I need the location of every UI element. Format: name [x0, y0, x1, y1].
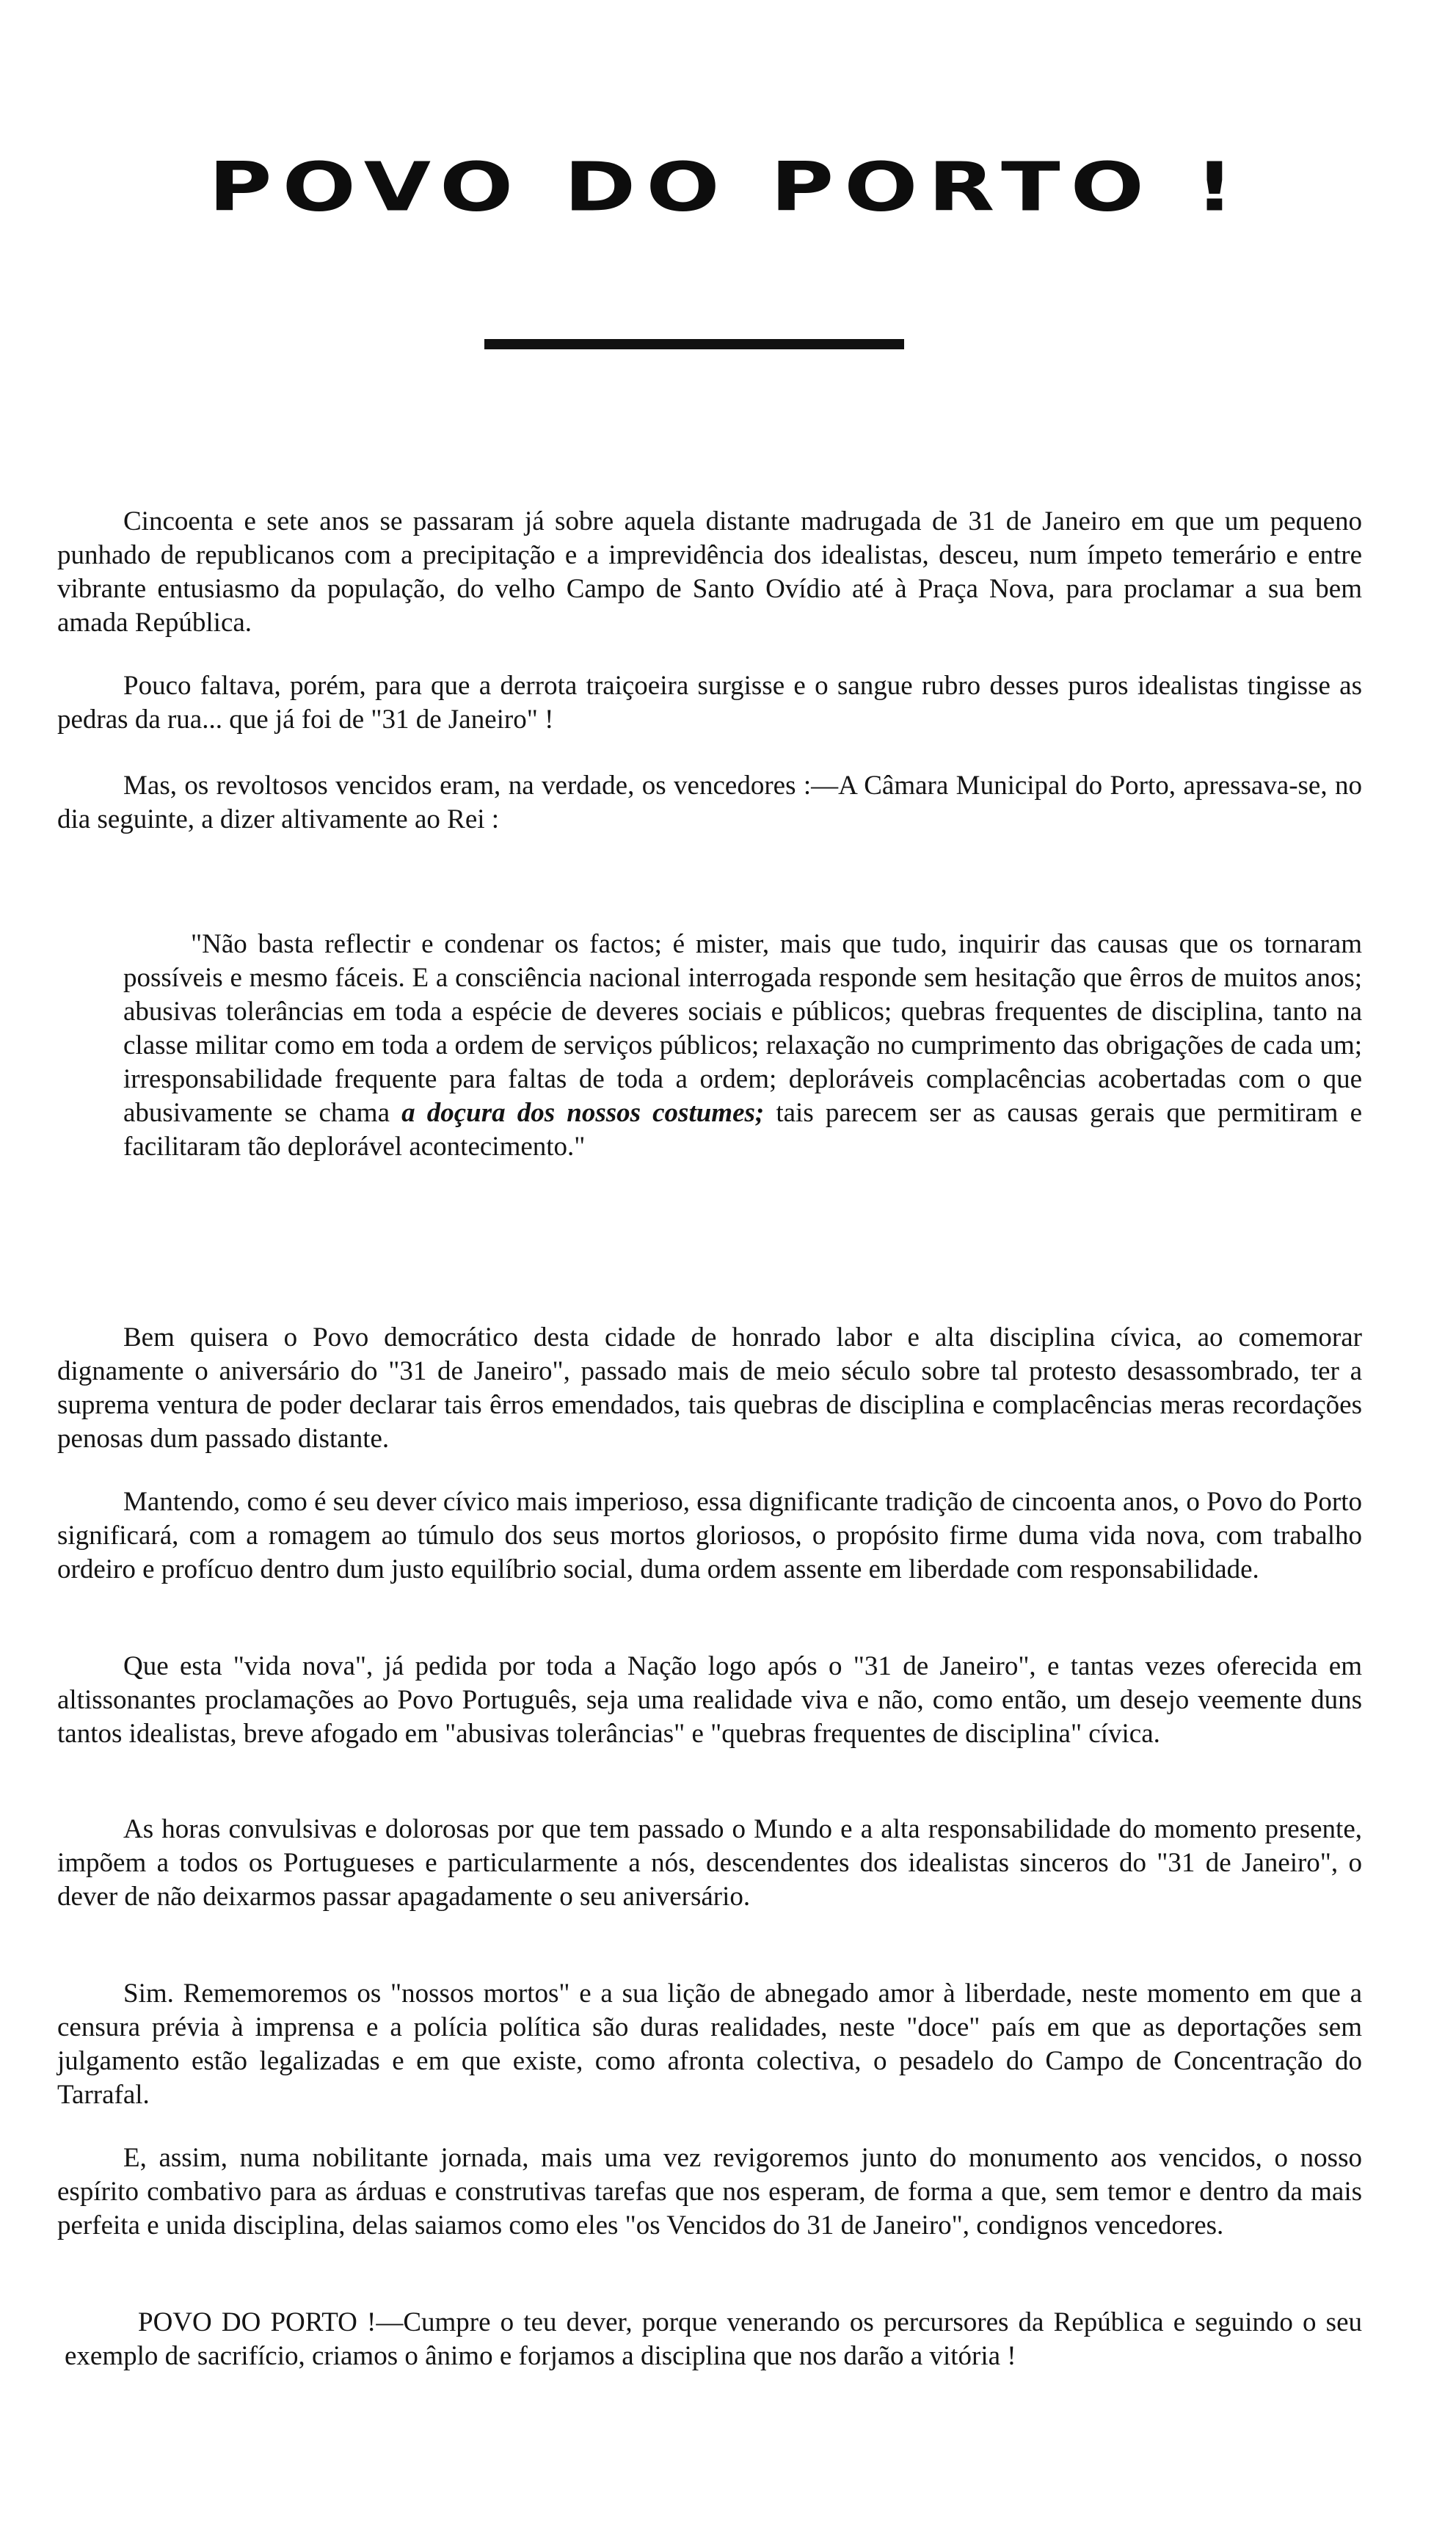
paragraph-7: As horas convulsivas e dolorosas por que tem passado o Mundo e a alta responsabilidade do momento presente, impõem a todos os Portugueses e particularmente a nós, descendentes dos idealistas sinceros do "31 de Janeiro", o dever de não deixarmos passar apagadamente o seu aniversário. — [57, 1814, 1362, 1912]
quote-emphasis: a doçura dos nossos costumes; — [401, 1098, 765, 1128]
paragraph-5: Mantendo, como é seu dever cívico mais imperioso, essa dignificante tradição de cincoenta anos, o Povo do Porto significará, com a romagem ao túmulo dos seus mortos gloriosos, o propósito firme duma vida nova, com trabalho ordeiro e profícuo dentro dum justo equilíbrio social, duma ordem assente em liberdade com responsabilidade. — [57, 1487, 1362, 1584]
title-divider — [484, 339, 904, 349]
paragraph-4: Bem quisera o Povo democrático desta cidade de honrado labor e alta disciplina cívica, ao comemorar dignamente o aniversário do "31 de Janeiro", passado mais de meio século sobre tal protesto desassombrado, ter a suprema ventura de poder declarar tais êrros emendados, tais quebras de disciplina e complacências meras recordações penosas dum passado distante. — [57, 1322, 1362, 1454]
paragraph-1: Cincoenta e sete anos se passaram já sobre aquela distante madrugada de 31 de Janeiro em que um pequeno punhado de republicanos com a precipitação e a imprevidência dos idealistas, desceu, num ímpeto temerário e entre vibrante entusiasmo da população, do velho Campo de Santo Ovídio até à Praça Nova, para proclamar a sua bem amada República. — [57, 506, 1362, 638]
document-title: POVO DO PORTO ! — [208, 147, 1245, 227]
paragraph-6: Que esta "vida nova", já pedida por toda a Nação logo após o "31 de Janeiro", e tantas vezes oferecida em altissonantes proclamações ao Povo Português, seja uma realidade viva e não, como então, um desejo veemente duns tantos idealistas, breve afogado em "abusivas tolerâncias" e "quebras frequentes de disciplina" cívica. — [57, 1651, 1362, 1749]
paragraph-2: Pouco faltava, porém, para que a derrota traiçoeira surgisse e o sangue rubro desses puros idealistas tingisse as pedras da rua... que já foi de "31 de Janeiro" ! — [57, 671, 1362, 735]
paragraph-8: Sim. Rememoremos os "nossos mortos" e a sua lição de abnegado amor à liberdade, neste momento em que a censura prévia à imprensa e a polícia política são duras realidades, neste "doce" país em que as deportações sem julgamento estão legalizadas e em que existe, como afronta colectiva, o pesadelo do Campo de Concentração do Tarrafal. — [57, 1979, 1362, 2110]
closing-paragraph: POVO DO PORTO !—Cumpre o teu dever, porque venerando os percursores da República e seguindo o seu exemplo de sacrifício, criamos o ânimo e forjamos a disciplina que nos darão a vitória ! — [65, 2307, 1362, 2371]
paragraph-3: Mas, os revoltosos vencidos eram, na verdade, os vencedores :—A Câmara Municipal do Porto, apressava-se, no dia seguinte, a dizer altivamente ao Rei : — [57, 771, 1362, 834]
paragraph-9: E, assim, numa nobilitante jornada, mais uma vez revigoremos junto do monumento aos vencidos, o nosso espírito combativo para as árduas e construtivas tarefas que nos esperam, de forma a que, sem temor e dentro da mais perfeita e unida disciplina, delas saiamos como eles "os Vencidos do 31 de Janeiro", condignos vencedores. — [57, 2143, 1362, 2241]
quote-text-end: tais parecem ser as causas gerais que permitiram e facilitaram tão deplorável acontecimento." — [123, 1098, 1362, 1162]
quote-text-start: "Não basta reflectir e condenar os factos; é mister, mais que tudo, inquirir das causas que os tornaram possíveis e mesmo fáceis. E a consciência nacional interrogada responde sem hesitação que êrros de muitos anos; abusivas tolerâncias em toda a espécie de deveres sociais e públicos; quebras frequentes de disciplina, tanto na classe militar como em toda a ordem de serviços públicos; relaxação no cumprimento das obrigações de cada um; irresponsabilidade frequente para faltas de toda a ordem; deploráveis complacências acobertadas com o que abusivamente se chama — [123, 929, 1362, 1128]
quoted-statement — [123, 928, 1362, 1164]
